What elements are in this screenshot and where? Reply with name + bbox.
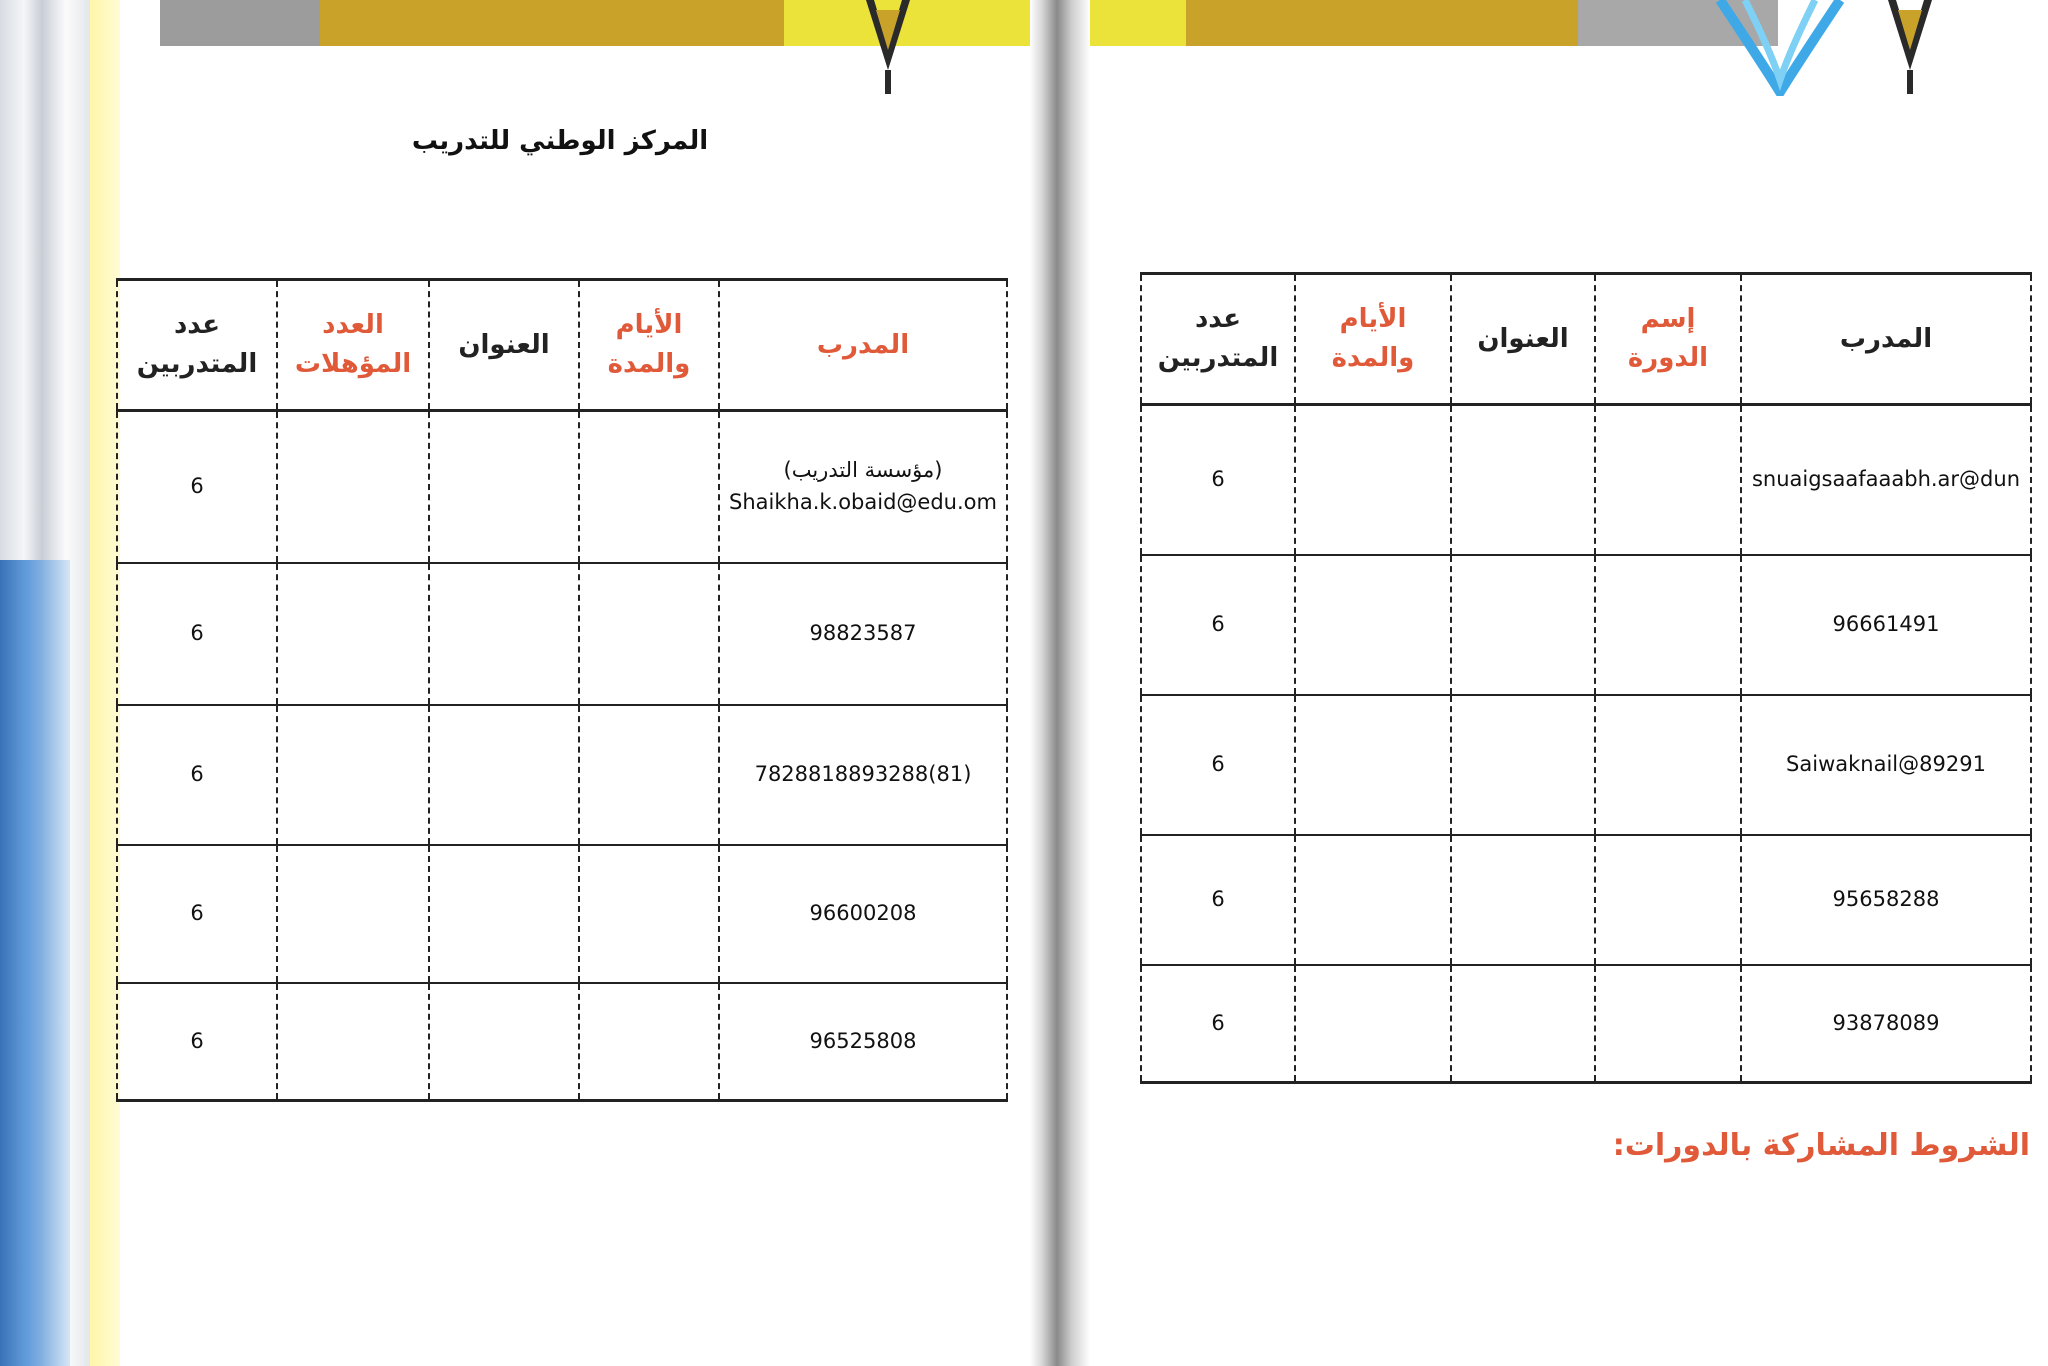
count-cell: 6 (117, 411, 277, 563)
emblem-icon-left (858, 0, 918, 96)
table-row (117, 845, 1007, 983)
header-trainer: المدرب (719, 280, 1007, 411)
table-row (117, 705, 1007, 845)
table-row (1141, 965, 2031, 1083)
days-cell (579, 845, 719, 983)
days-cell (1295, 835, 1451, 965)
course-cell (1595, 965, 1741, 1083)
course-cell (1595, 405, 1741, 555)
place-cell (429, 411, 579, 563)
top-bar-gold-left (320, 0, 784, 46)
right-notes (1150, 1128, 2030, 1193)
water-drop-logo-icon (1700, 0, 1860, 96)
left-notes (130, 1138, 1010, 1168)
trainer-cell: Saiwaknail@89291 (1741, 695, 2031, 835)
days-cell (1295, 405, 1451, 555)
qualification-cell (277, 411, 429, 563)
place-cell (1451, 555, 1595, 695)
count-cell: 6 (1141, 405, 1295, 555)
place-cell (429, 563, 579, 705)
trainer-cell: 98823587 (719, 563, 1007, 705)
right-course-table (1140, 272, 2032, 1084)
blue-strip-decoration (0, 560, 70, 1366)
qualification-cell (277, 563, 429, 705)
trainer-cell: (مؤسسة التدريب) Shaikha.k.obaid@edu.om (719, 411, 1007, 563)
trainer-cell: 93878089 (1741, 965, 2031, 1083)
table-header-row (117, 280, 1007, 411)
qualification-cell (277, 845, 429, 983)
trainer-cell: 96525808 (719, 983, 1007, 1101)
trainer-cell: 96661491 (1741, 555, 2031, 695)
count-cell: 6 (1141, 695, 1295, 835)
left-edge-decoration (0, 0, 120, 1366)
place-cell (429, 983, 579, 1101)
days-cell (1295, 555, 1451, 695)
days-cell (579, 983, 719, 1101)
count-cell: 6 (1141, 965, 1295, 1083)
header-trainer: المدرب (1741, 274, 2031, 405)
table-row (117, 563, 1007, 705)
table-row (1141, 405, 2031, 555)
page-fold-shadow (1030, 0, 1090, 1366)
place-cell (429, 845, 579, 983)
qualification-cell (277, 983, 429, 1101)
course-cell (1595, 555, 1741, 695)
trainer-cell: snuaigsaafaaabh.ar@dun (1741, 405, 2031, 555)
place-cell (1451, 405, 1595, 555)
header-course-name: إسم الدورة (1595, 274, 1741, 405)
trainer-cell: 96600208 (719, 845, 1007, 983)
qualification-cell (277, 705, 429, 845)
days-cell (1295, 965, 1451, 1083)
top-bar-yellow-right (1090, 0, 1186, 46)
place-cell (429, 705, 579, 845)
count-cell: 6 (1141, 555, 1295, 695)
days-cell (579, 705, 719, 845)
header-place: العنوان (1451, 274, 1595, 405)
count-cell: 6 (117, 983, 277, 1101)
trainer-cell: 95658288 (1741, 835, 2031, 965)
place-cell (1451, 965, 1595, 1083)
participation-conditions-heading: الشروط المشاركة بالدورات: (1612, 1128, 2030, 1163)
count-cell: 6 (117, 563, 277, 705)
top-bar-gray-left (160, 0, 320, 46)
left-course-table (116, 278, 1008, 1102)
days-cell (579, 411, 719, 563)
emblem-icon-right (1880, 0, 1940, 96)
count-cell: 6 (1141, 835, 1295, 965)
table-row (117, 411, 1007, 563)
table-row (1141, 695, 2031, 835)
count-cell: 6 (117, 705, 277, 845)
header-days: الأيام والمدة (579, 280, 719, 411)
header-count: عدد المتدربين (1141, 274, 1295, 405)
table-row (117, 983, 1007, 1101)
course-cell (1595, 695, 1741, 835)
count-cell: 6 (117, 845, 277, 983)
header-place: العنوان (429, 280, 579, 411)
header-count: عدد المتدربين (117, 280, 277, 411)
place-cell (1451, 835, 1595, 965)
table-row (1141, 555, 2031, 695)
table-header-row (1141, 274, 2031, 405)
header-days: الأيام والمدة (1295, 274, 1451, 405)
top-bar-gold-right (1186, 0, 1578, 46)
place-cell (1451, 695, 1595, 835)
left-page-title: المركز الوطني للتدريب (411, 126, 709, 156)
table-row (1141, 835, 2031, 965)
days-cell (579, 563, 719, 705)
header-qualification: العدد المؤهلات (277, 280, 429, 411)
days-cell (1295, 695, 1451, 835)
trainer-cell: (81)7828818893288 (719, 705, 1007, 845)
course-cell (1595, 835, 1741, 965)
